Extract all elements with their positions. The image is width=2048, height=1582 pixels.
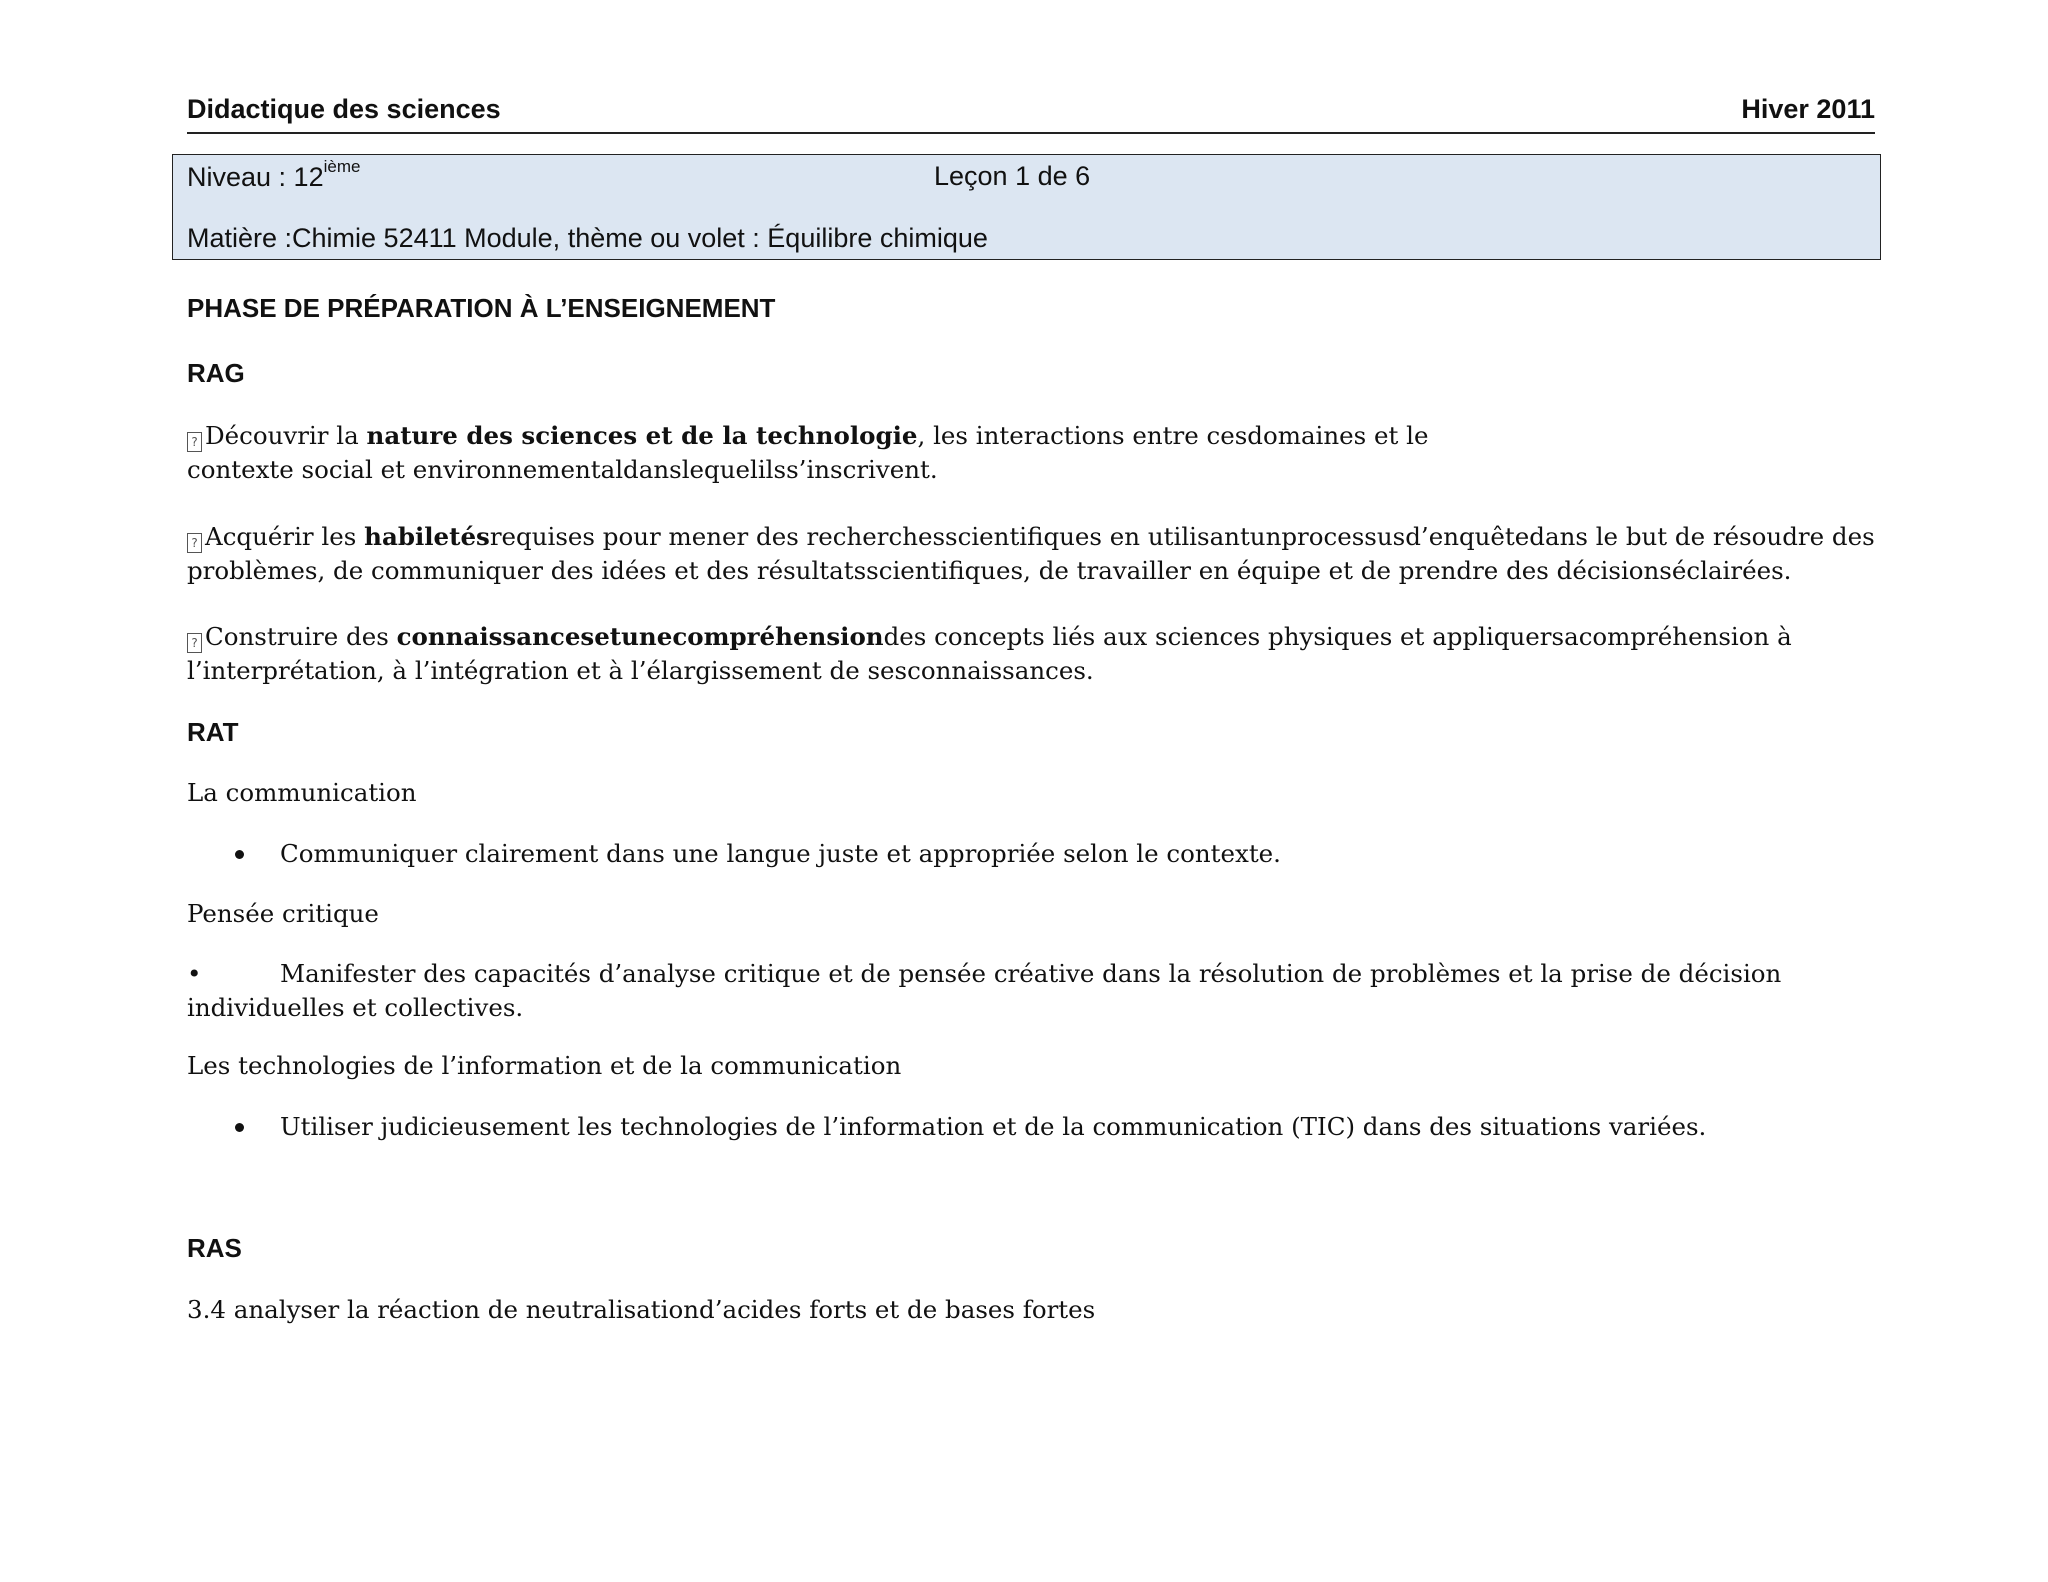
bullet-icon bbox=[235, 1123, 244, 1132]
rat-heading: RAT bbox=[187, 717, 239, 747]
level-label: Niveau : 12 bbox=[187, 162, 324, 192]
rag-item-2-bold: habiletés bbox=[364, 522, 490, 551]
tic-label: Les technologies de l’information et de la communication bbox=[187, 1051, 902, 1080]
level-field bbox=[187, 157, 361, 193]
communication-label: La communication bbox=[187, 778, 417, 807]
ras-heading: RAS bbox=[187, 1233, 242, 1263]
communication-bullet: Communiquer clairement dans une langue juste et appropriée selon le contexte. bbox=[0, 837, 2048, 871]
bullet-icon bbox=[235, 850, 244, 859]
ras-item: 3.4 analyser la réaction de neutralisationd’acides forts et de bases fortes bbox=[187, 1295, 1096, 1324]
rag-item-1-bold: nature des sciences et de la technologie bbox=[366, 421, 918, 450]
rag-heading: RAG bbox=[187, 358, 245, 388]
subject-field: Matière :Chimie 52411 Module, thème ou volet : Équilibre chimique bbox=[187, 223, 988, 253]
level-superscript: ième bbox=[323, 157, 361, 176]
page-header bbox=[187, 92, 1875, 134]
rag-item-2: ? Acquérir les habiletésrequises pour mener des recherchesscientifiques en utilisantunprocessusd’enquêtedans le but de résoudre des problèmes, de communiquer des idées et des résultatsscientifiques, de travailler en équipe et de prendre des décisionséclairées. bbox=[187, 522, 1875, 585]
rag-item-3-bold: connaissancesetunecompréhension bbox=[396, 622, 884, 651]
critical-thinking-bullet: • Manifester des capacités d’analyse critique et de pensée créative dans la résolution de problèmes et la prise de décision individuelles et collectives. bbox=[187, 959, 1782, 1022]
lesson-number: Leçon 1 de 6 bbox=[934, 161, 1091, 191]
missing-glyph-icon: ? bbox=[187, 533, 202, 553]
lesson-info-box bbox=[172, 154, 1881, 260]
missing-glyph-icon: ? bbox=[187, 432, 202, 452]
rag-item-3: ? Construire des connaissancesetunecompréhensiondes concepts liés aux sciences physiques et appliquersacompréhension à l’interprétation, à l’intégration et à l’élargissement de sesconnaissances. bbox=[187, 622, 1792, 685]
course-title: Didactique des sciences bbox=[187, 94, 501, 124]
tic-bullet: Utiliser judicieusement les technologies de l’information et de la communication (TIC) dans des situations variées. bbox=[0, 1110, 2048, 1144]
critical-thinking-label: Pensée critique bbox=[187, 899, 379, 928]
missing-glyph-icon: ? bbox=[187, 633, 202, 653]
phase-title: PHASE DE PRÉPARATION À L’ENSEIGNEMENT bbox=[187, 293, 776, 323]
term-label: Hiver 2011 bbox=[1741, 94, 1875, 124]
bullet-symbol: • bbox=[187, 959, 202, 988]
rag-item-1: ? Découvrir la nature des sciences et de la technologie, les interactions entre cesdomaines et le contexte social et environnementaldanslequelilss’inscrivent. bbox=[187, 421, 1429, 484]
